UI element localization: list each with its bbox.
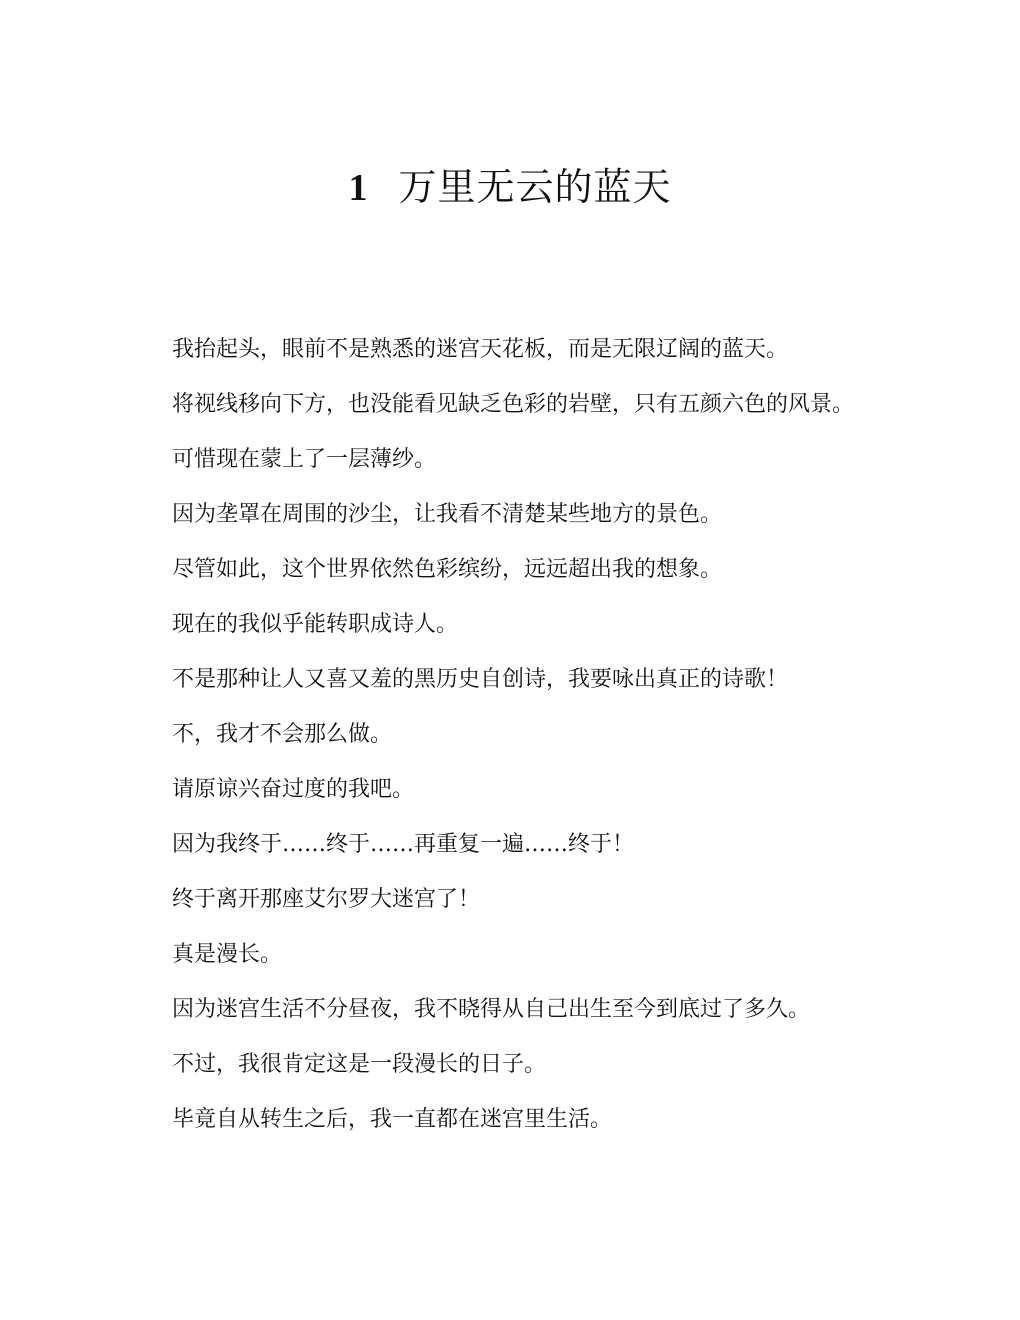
chapter-body (122, 336, 902, 1161)
paragraph: 可惜现在蒙上了一层薄纱。 (172, 447, 437, 472)
paragraph: 不过，我很肯定这是一段漫长的日子。 (172, 1052, 547, 1077)
paragraph: 现在的我似乎能转职成诗人。 (172, 612, 459, 637)
paragraph: 因为垄罩在周围的沙尘，让我看不清楚某些地方的景色。 (172, 502, 723, 527)
paragraph: 我抬起头，眼前不是熟悉的迷宫天花板，而是无限辽阔的蓝天。 (172, 337, 789, 362)
paragraph: 请原谅兴奋过度的我吧。 (172, 777, 415, 802)
paragraph: 真是漫长。 (172, 942, 283, 967)
paragraph: 尽管如此，这个世界依然色彩缤纷，远远超出我的想象。 (172, 557, 723, 582)
paragraph: 不是那种让人又喜又羞的黑历史自创诗，我要咏出真正的诗歌！ (172, 667, 789, 692)
chapter-number: 1 (348, 167, 369, 209)
paragraph: 终于离开那座艾尔罗大迷宫了！ (172, 887, 481, 912)
chapter-title-text: 万里无云的蓝天 (398, 165, 672, 209)
chapter-title (0, 160, 1020, 215)
paragraph: 因为迷宫生活不分昼夜，我不晓得从自己出生至今到底过了多久。 (172, 997, 811, 1022)
paragraph: 将视线移向下方，也没能看见缺乏色彩的岩壁，只有五颜六色的风景。 (172, 392, 855, 417)
paragraph: 因为我终于……终于……再重复一遍……终于！ (172, 832, 635, 857)
paragraph: 不，我才不会那么做。 (172, 722, 393, 747)
paragraph: 毕竟自从转生之后，我一直都在迷宫里生活。 (172, 1107, 613, 1132)
